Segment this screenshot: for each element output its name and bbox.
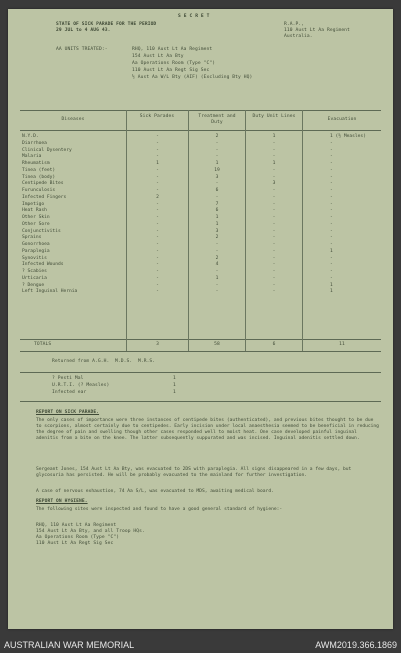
- table-cell: -: [215, 147, 219, 153]
- table-cell: 1: [272, 134, 276, 139]
- table-cell: -: [156, 208, 159, 214]
- table-row: Malaria: [22, 154, 42, 160]
- table-cell: -: [272, 194, 276, 200]
- document-page: [8, 9, 393, 629]
- unit-line: ½ Aust Aa W/L Bty (AIF) (Excluding Bty HQ): [132, 75, 253, 80]
- table-cell: -: [330, 194, 333, 200]
- header-duty-unit-lines: Duty Unit Lines: [252, 114, 296, 119]
- table-cell: 3: [215, 174, 219, 180]
- table-cell: -: [330, 208, 333, 214]
- header-evacuation: Evacuation: [327, 117, 357, 122]
- table-cell: 2: [215, 235, 219, 241]
- table-cell: -: [156, 215, 159, 220]
- table-row: N.Y.D.: [22, 134, 39, 139]
- returned-header: Returned from A.G.H. M.D.S. M.R.S.: [52, 359, 156, 364]
- from-line-3: Australia.: [284, 34, 313, 39]
- table-cell: 7: [215, 201, 219, 207]
- table-cell: -: [330, 242, 333, 247]
- table-cell: -: [330, 201, 333, 207]
- table-cell: -: [156, 154, 159, 160]
- table-cell: -: [156, 282, 159, 288]
- report-hygiene-paragraph: The following sites were inspected and found to have a good general standard of hygiene:-: [36, 507, 283, 512]
- treatment-duty-column: [189, 134, 245, 296]
- table-cell: 6: [215, 188, 219, 193]
- table-cell: -: [215, 242, 219, 247]
- table-cell: -: [272, 275, 276, 281]
- table-row: Tinea (feet): [22, 167, 56, 173]
- returned-row-value: 1: [173, 390, 176, 395]
- table-cell: -: [156, 248, 159, 254]
- table-cell: 1: [330, 248, 333, 254]
- table-top-border: [20, 110, 381, 111]
- table-cell: -: [272, 154, 276, 160]
- report-sick-paragraph: A case of nervous exhaustion, 74 Aa S/L, was evacuated to MDS, awaiting medical board.: [36, 489, 274, 494]
- disease-column: [22, 134, 126, 296]
- table-cell: 1: [330, 289, 333, 295]
- table-row: Conjunctivitis: [22, 228, 61, 234]
- table-row: Urticaria: [22, 275, 47, 281]
- unit-line: 110 Aust Lt Aa Regt Sig Sec: [132, 68, 210, 73]
- table-cell: -: [215, 269, 219, 274]
- table-cell: -: [330, 235, 333, 241]
- table-row: Infected Fingers: [22, 194, 67, 200]
- table-cell: -: [272, 188, 276, 193]
- table-cell: -: [272, 282, 276, 288]
- table-cell: -: [272, 140, 276, 146]
- table-cell: 1: [272, 161, 276, 166]
- table-cell: -: [156, 242, 159, 247]
- table-row: Paraplegia: [22, 248, 50, 254]
- totals-evacuation: 11: [339, 342, 345, 347]
- table-cell: -: [215, 140, 219, 146]
- returned-row-value: 1: [173, 383, 176, 388]
- table-cell: 1: [215, 275, 219, 281]
- table-cell: 2: [215, 134, 219, 139]
- table-cell: -: [156, 134, 159, 139]
- table-cell: -: [330, 228, 333, 234]
- table-cell: -: [215, 194, 219, 200]
- table-cell: -: [156, 228, 159, 234]
- table-cell: -: [272, 262, 276, 268]
- table-cell: -: [330, 221, 333, 227]
- table-row: Other Skin: [22, 215, 50, 220]
- hygiene-site: Aa Operations Room (Type "C"): [36, 535, 120, 540]
- unit-line: 154 Aust Lt Aa Bty: [132, 54, 184, 59]
- table-cell: -: [156, 181, 159, 187]
- returned-row-label: ? Pesti Mal: [52, 376, 84, 381]
- table-cell: -: [156, 188, 159, 193]
- header-diseases: Diseases: [61, 117, 85, 122]
- table-bottom-border: [20, 351, 381, 352]
- table-row: Tinea (body): [22, 174, 56, 180]
- table-row: Clinical Dysentery: [22, 147, 72, 153]
- totals-treatment: 58: [214, 342, 220, 347]
- table-cell: -: [156, 174, 159, 180]
- table-cell: -: [330, 275, 333, 281]
- returned-row-label: Infected ear: [52, 390, 87, 395]
- table-cell: -: [272, 255, 276, 261]
- table-cell: -: [272, 228, 276, 234]
- report-hygiene-heading: REPORT ON HYGIENE.: [36, 499, 88, 504]
- hygiene-site: RHQ, 110 Aust Lt Aa Regiment: [36, 523, 117, 528]
- table-cell: -: [330, 140, 333, 146]
- table-cell: 3: [272, 181, 276, 187]
- table-cell: -: [330, 161, 333, 166]
- report-sick-heading: REPORT ON SICK PARADE.: [36, 410, 100, 415]
- table-cell: -: [215, 289, 219, 295]
- table-row: Synovitis: [22, 255, 47, 261]
- table-row: Gonorrhoea: [22, 242, 50, 247]
- document-title: STATE OF SICK PARADE FOR THE PERIOD: [56, 22, 157, 27]
- table-cell: -: [272, 289, 276, 295]
- units-label: AA UNITS TREATED:-: [56, 47, 108, 52]
- table-cell: -: [156, 221, 159, 227]
- hygiene-site: 154 Aust Lt Aa Bty, and all Troop HQs.: [36, 529, 145, 534]
- unit-line: Aa Operations Room (Type "C"): [132, 61, 216, 66]
- table-row: Diarrhoea: [22, 140, 47, 146]
- table-cell: -: [272, 201, 276, 207]
- table-cell: -: [330, 255, 333, 261]
- table-cell: -: [156, 289, 159, 295]
- table-cell: -: [215, 154, 219, 160]
- table-row: ? Scabies: [22, 269, 47, 274]
- table-row: Rheumatism: [22, 161, 50, 166]
- table-row: Heat Rash: [22, 208, 47, 214]
- table-row: Other Sore: [22, 221, 50, 227]
- table-cell: -: [272, 248, 276, 254]
- report-sick-paragraph: Sergeant Jones, 154 Aust Lt Aa Bty, was evacuated to 2DS with paraplegia. All signs disappeared in a few days, but glycosuria has persisted. He will be probably evacuated to the mainland for further investigation.: [36, 467, 352, 479]
- table-cell: -: [272, 174, 276, 180]
- table-cell: -: [330, 167, 333, 173]
- footer-institution: AUSTRALIAN WAR MEMORIAL: [4, 640, 135, 650]
- table-cell: -: [215, 248, 219, 254]
- table-cell: 2: [215, 255, 219, 261]
- table-cell: 3: [215, 228, 219, 234]
- duty-unit-lines-column: [246, 134, 302, 296]
- table-cell: -: [330, 215, 333, 220]
- table-cell: -: [272, 147, 276, 153]
- table-cell: -: [156, 235, 159, 241]
- table-cell: -: [156, 269, 159, 274]
- table-cell: 19: [214, 167, 220, 173]
- table-row: Sprains: [22, 235, 42, 241]
- table-cell: -: [272, 242, 276, 247]
- table-cell: -: [272, 208, 276, 214]
- report-sick-paragraph: The only cases of importance were three instances of centipede bites (authenticated), and previous bites thought to be due to scorpions, almost certainly due to centipedes. Early incision under local anaesthesia seemed to be beneficial in reducing the degree of pain and swelling though other cases responded well to moist heat. One case developed painful inguinal adenitis from a bite on the knee. The latter subsequently suppurated and was incised. Inguinal adenitis settled down.: [36, 418, 379, 442]
- footer-accession-number: AWM2019.366.1869: [315, 640, 397, 650]
- table-cell: 1: [215, 161, 219, 166]
- table-cell: -: [330, 174, 333, 180]
- unit-line: RHQ, 110 Aust Lt Aa Regiment: [132, 47, 213, 52]
- from-line-1: R.A.P.,: [284, 22, 305, 27]
- table-cell: -: [156, 201, 159, 207]
- table-row: Left Inguinal Hernia: [22, 289, 78, 295]
- hygiene-site: 110 Aust Lt Aa Regt Sig Sec: [36, 541, 114, 546]
- table-row: Infected Wounds: [22, 262, 64, 268]
- header-treatment-duty: Treatment and Duty: [198, 114, 236, 125]
- table-cell: 4: [215, 262, 219, 268]
- table-cell: -: [272, 167, 276, 173]
- table-cell: -: [330, 188, 333, 193]
- table-cell: -: [215, 181, 219, 187]
- table-cell: -: [330, 262, 333, 268]
- table-cell: -: [156, 167, 159, 173]
- table-cell: -: [156, 255, 159, 261]
- table-cell: 6: [215, 208, 219, 214]
- returned-row-value: 1: [173, 376, 176, 381]
- returned-row-label: U.R.T.I. (? Measles): [52, 383, 110, 388]
- classification-mark: S E C R E T: [178, 14, 210, 19]
- header-sick-parades: Sick Parades: [139, 114, 175, 119]
- table-cell: -: [272, 235, 276, 241]
- table-cell: 1: [156, 161, 159, 166]
- table-row: Impetigo: [22, 201, 45, 207]
- table-cell: -: [330, 147, 333, 153]
- table-cell: -: [272, 269, 276, 274]
- table-cell: -: [156, 147, 159, 153]
- table-row: ? Dengue: [22, 282, 45, 288]
- table-cell: 2: [156, 194, 159, 200]
- sick-parades-column: [127, 134, 188, 296]
- table-cell: -: [330, 154, 333, 160]
- table-cell: -: [156, 275, 159, 281]
- totals-duty: 6: [272, 342, 276, 347]
- totals-sick: 3: [156, 342, 159, 347]
- returned-header-border: [20, 372, 381, 373]
- table-cell: -: [330, 269, 333, 274]
- table-header-border: [20, 130, 381, 131]
- from-line-2: 110 Aust Lt Aa Regiment: [284, 28, 350, 33]
- table-cell: -: [272, 221, 276, 227]
- table-cell: 1 (½ Measles): [330, 134, 366, 139]
- totals-label: TOTALS: [34, 342, 52, 347]
- table-totals-border: [20, 339, 381, 340]
- table-cell: 1: [215, 215, 219, 220]
- table-row: Furunculosis: [22, 188, 56, 193]
- table-cell: -: [272, 215, 276, 220]
- evacuation-column: [330, 134, 392, 296]
- document-period: 29 JUL to 4 AUG 43.: [56, 28, 111, 33]
- table-cell: -: [156, 140, 159, 146]
- table-cell: 1: [330, 282, 333, 288]
- returned-bottom-border: [20, 401, 381, 402]
- table-cell: -: [156, 262, 159, 268]
- table-cell: -: [215, 282, 219, 288]
- table-cell: 1: [215, 221, 219, 227]
- column-divider: [302, 110, 303, 351]
- table-row: Centipede Bites: [22, 181, 64, 187]
- table-cell: -: [330, 181, 333, 187]
